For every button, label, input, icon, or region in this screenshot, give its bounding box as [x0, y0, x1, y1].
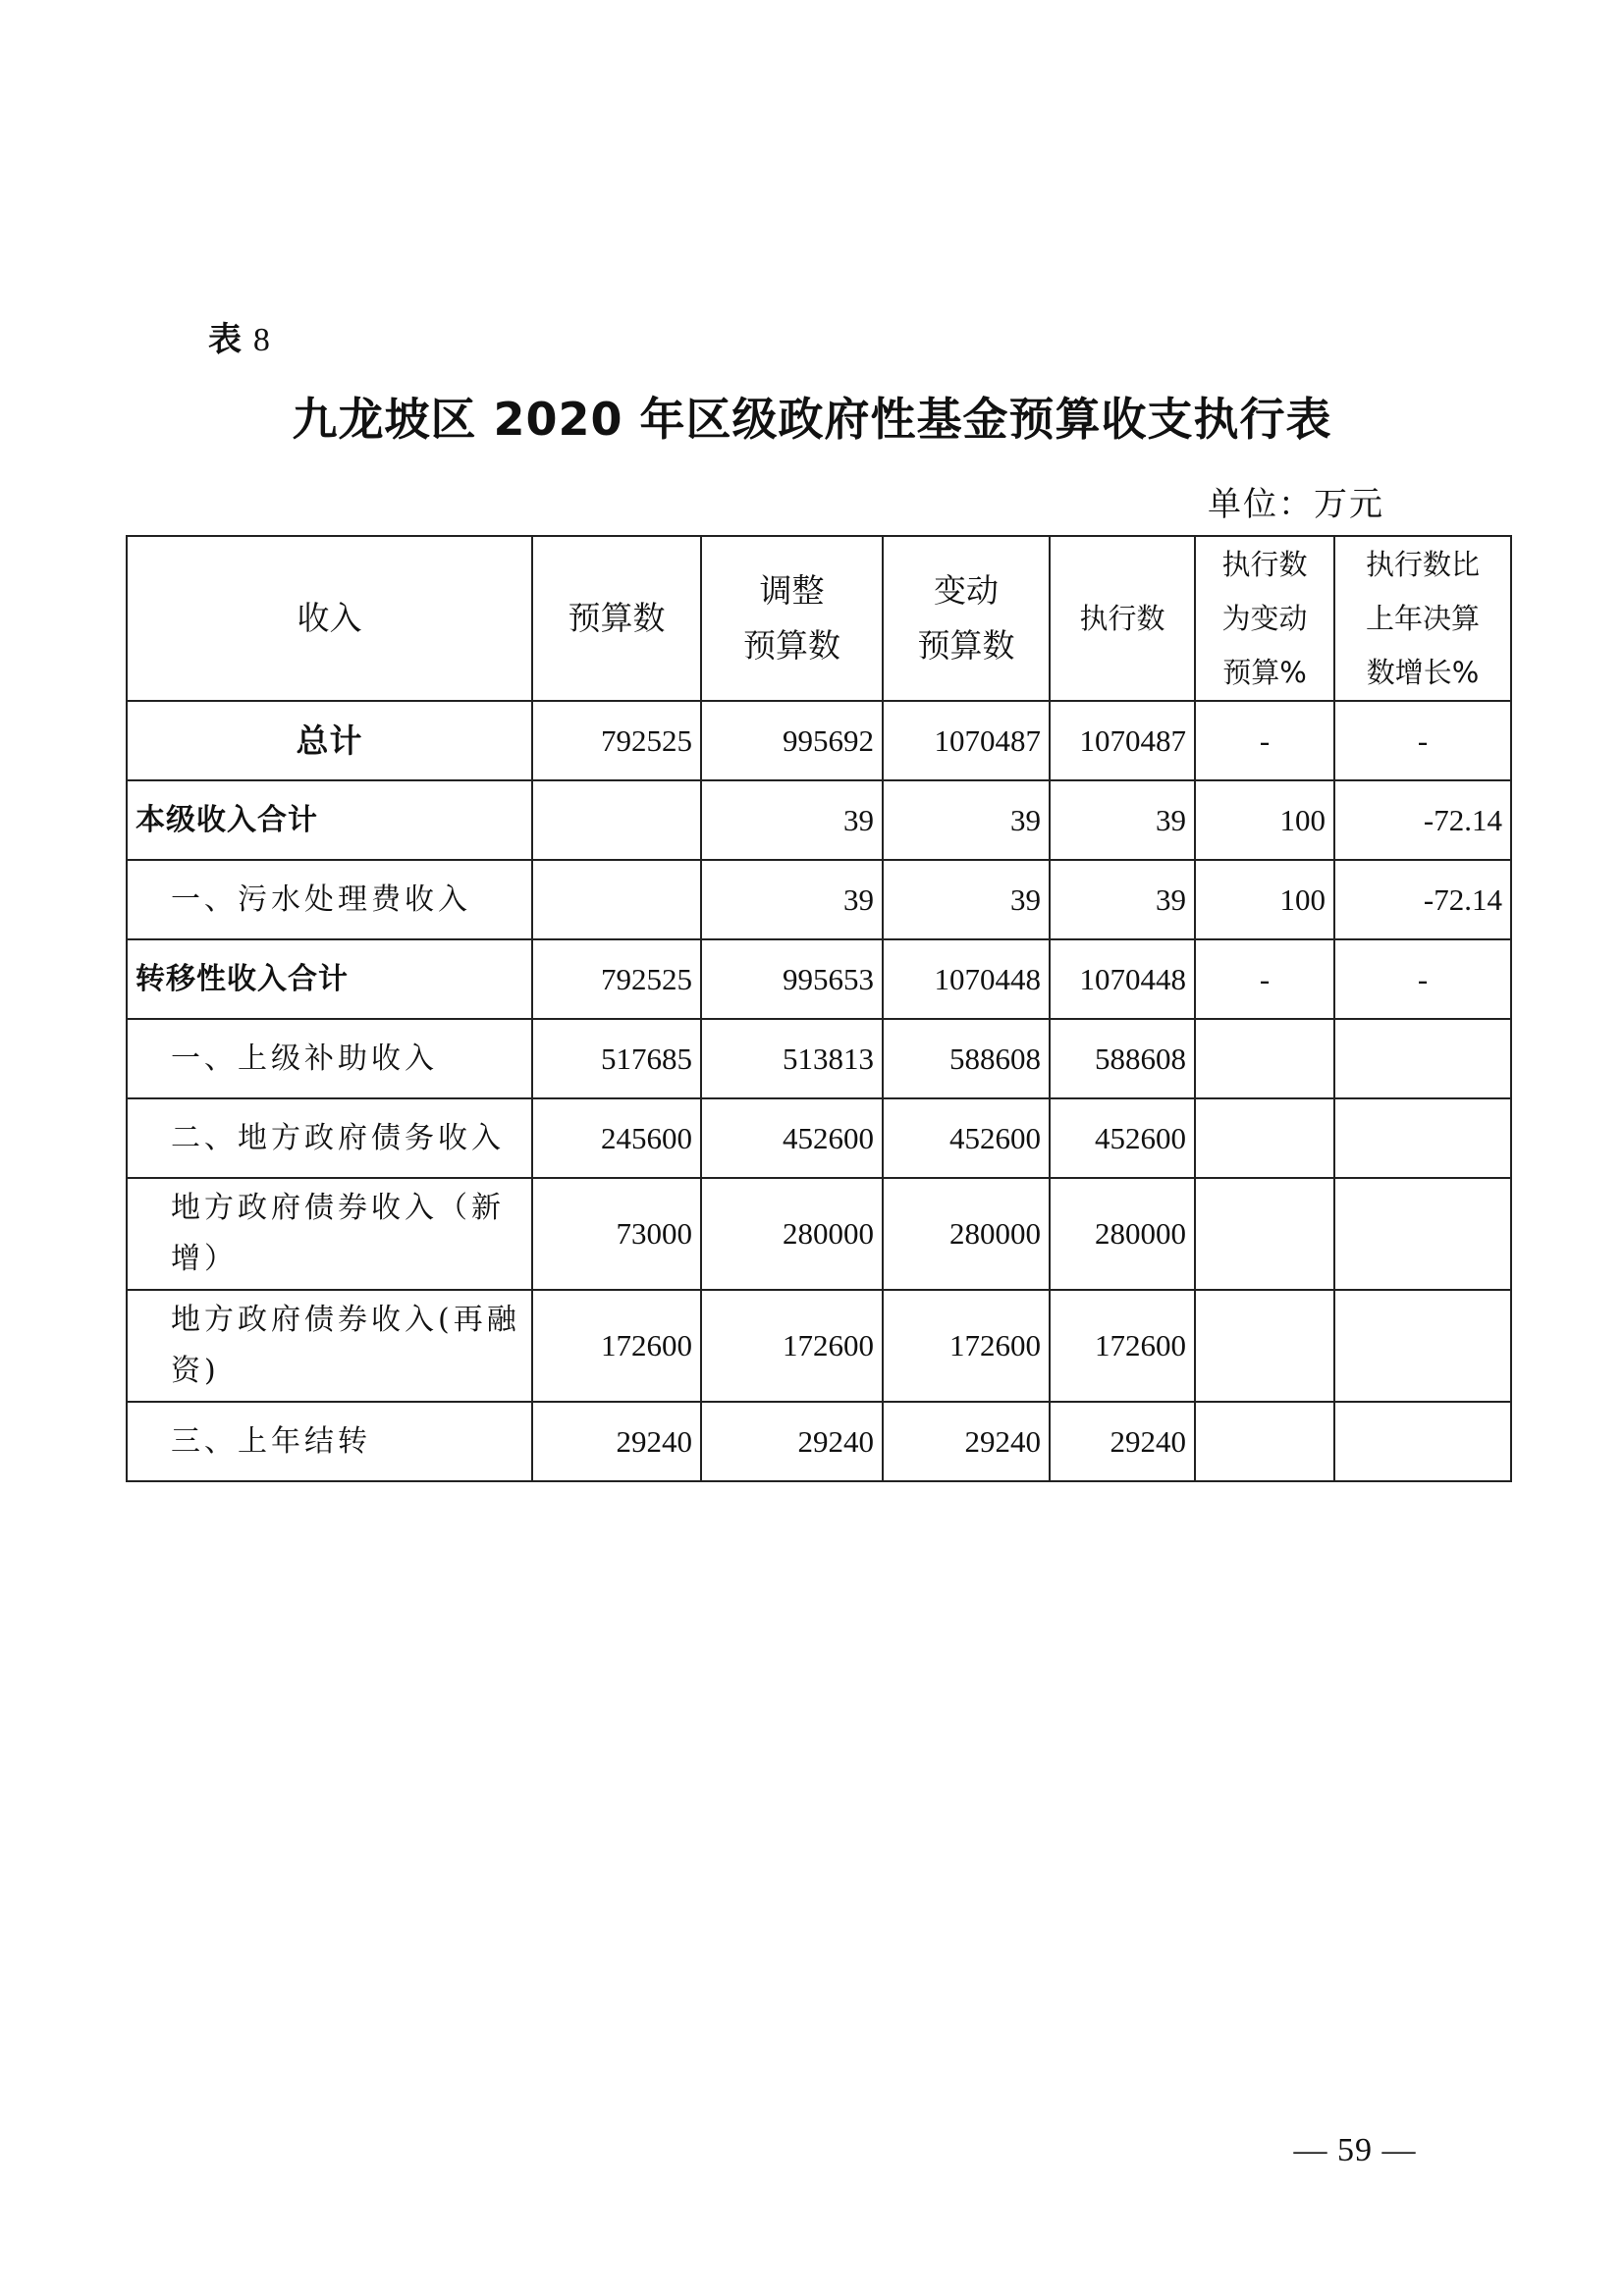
cell-growth	[1334, 1402, 1511, 1481]
cell-exec-pct	[1195, 1098, 1334, 1178]
table-label-prefix: 表	[208, 320, 242, 359]
table-row	[127, 1290, 1511, 1402]
cell-adjusted: 995692	[701, 701, 883, 780]
cell-executed: 39	[1050, 860, 1195, 939]
unit-label: 单位：万元	[1208, 485, 1384, 524]
cell-budget: 792525	[532, 701, 701, 780]
header-exec-pct-line2: 为变动	[1221, 601, 1308, 635]
cell-budget: 172600	[532, 1290, 701, 1402]
row-label: 地方政府债券收入（新增）	[127, 1178, 532, 1290]
table-row	[127, 939, 1511, 1019]
cell-adjusted: 452600	[701, 1098, 883, 1178]
cell-budget: 73000	[532, 1178, 701, 1290]
header-changed-line2: 预算数	[917, 626, 1015, 665]
header-exec-pct-line1: 执行数	[1221, 547, 1308, 581]
cell-changed: 280000	[883, 1178, 1050, 1290]
header-exec-pct	[1195, 536, 1334, 701]
row-label: 总计	[127, 701, 532, 780]
cell-exec-pct: 100	[1195, 780, 1334, 860]
row-label: 二、地方政府债务收入	[127, 1098, 532, 1178]
header-adjusted-line2: 预算数	[743, 626, 840, 665]
cell-executed: 280000	[1050, 1178, 1195, 1290]
header-exec-pct-line3: 预算%	[1222, 655, 1307, 689]
cell-adjusted: 29240	[701, 1402, 883, 1481]
header-executed: 执行数	[1050, 536, 1195, 701]
header-row	[127, 536, 1511, 701]
cell-growth	[1334, 1178, 1511, 1290]
header-adjusted	[701, 536, 883, 701]
cell-exec-pct	[1195, 1178, 1334, 1290]
cell-growth	[1334, 1098, 1511, 1178]
header-budget: 预算数	[532, 536, 701, 701]
row-label: 一、污水处理费收入	[127, 860, 532, 939]
cell-executed: 452600	[1050, 1098, 1195, 1178]
table-row	[127, 1019, 1511, 1098]
cell-exec-pct: -	[1195, 939, 1334, 1019]
cell-growth: -	[1334, 701, 1511, 780]
cell-changed: 172600	[883, 1290, 1050, 1402]
budget-table	[126, 535, 1512, 1482]
cell-growth	[1334, 1019, 1511, 1098]
row-label: 转移性收入合计	[127, 939, 532, 1019]
cell-adjusted: 280000	[701, 1178, 883, 1290]
cell-changed: 39	[883, 780, 1050, 860]
cell-growth: -72.14	[1334, 860, 1511, 939]
cell-executed: 1070487	[1050, 701, 1195, 780]
cell-executed: 39	[1050, 780, 1195, 860]
cell-budget: 792525	[532, 939, 701, 1019]
table-row	[127, 701, 1511, 780]
cell-changed: 452600	[883, 1098, 1050, 1178]
cell-exec-pct: 100	[1195, 860, 1334, 939]
header-growth-line1: 执行数比	[1365, 547, 1480, 581]
cell-changed: 588608	[883, 1019, 1050, 1098]
cell-executed: 172600	[1050, 1290, 1195, 1402]
cell-budget: 517685	[532, 1019, 701, 1098]
cell-growth: -72.14	[1334, 780, 1511, 860]
table-row	[127, 1098, 1511, 1178]
cell-changed: 1070487	[883, 701, 1050, 780]
cell-budget	[532, 860, 701, 939]
row-label: 本级收入合计	[127, 780, 532, 860]
header-growth-line3: 数增长%	[1366, 655, 1480, 689]
cell-exec-pct: -	[1195, 701, 1334, 780]
cell-budget	[532, 780, 701, 860]
cell-executed: 1070448	[1050, 939, 1195, 1019]
table-label-number: 8	[252, 322, 270, 358]
table-row	[127, 1402, 1511, 1481]
cell-changed: 1070448	[883, 939, 1050, 1019]
page-number: — 59 —	[1293, 2132, 1417, 2168]
cell-executed: 29240	[1050, 1402, 1195, 1481]
table-row	[127, 1178, 1511, 1290]
table-label	[208, 316, 270, 364]
header-changed-line1: 变动	[934, 571, 999, 610]
cell-adjusted: 39	[701, 780, 883, 860]
cell-exec-pct	[1195, 1019, 1334, 1098]
document-title: 九龙坡区 2020 年区级政府性基金预算收支执行表	[292, 393, 1332, 446]
header-growth-line2: 上年决算	[1365, 601, 1480, 635]
cell-growth	[1334, 1290, 1511, 1402]
header-growth	[1334, 536, 1511, 701]
cell-adjusted: 513813	[701, 1019, 883, 1098]
cell-budget: 29240	[532, 1402, 701, 1481]
table-row	[127, 860, 1511, 939]
cell-executed: 588608	[1050, 1019, 1195, 1098]
header-item: 收入	[127, 536, 532, 701]
cell-exec-pct	[1195, 1402, 1334, 1481]
cell-budget: 245600	[532, 1098, 701, 1178]
cell-changed: 39	[883, 860, 1050, 939]
cell-adjusted: 995653	[701, 939, 883, 1019]
header-adjusted-line1: 调整	[759, 571, 825, 610]
row-label: 一、上级补助收入	[127, 1019, 532, 1098]
cell-adjusted: 39	[701, 860, 883, 939]
cell-adjusted: 172600	[701, 1290, 883, 1402]
row-label: 三、上年结转	[127, 1402, 532, 1481]
row-label: 地方政府债券收入(再融资)	[127, 1290, 532, 1402]
cell-changed: 29240	[883, 1402, 1050, 1481]
table-row	[127, 780, 1511, 860]
cell-exec-pct	[1195, 1290, 1334, 1402]
cell-growth: -	[1334, 939, 1511, 1019]
header-changed	[883, 536, 1050, 701]
